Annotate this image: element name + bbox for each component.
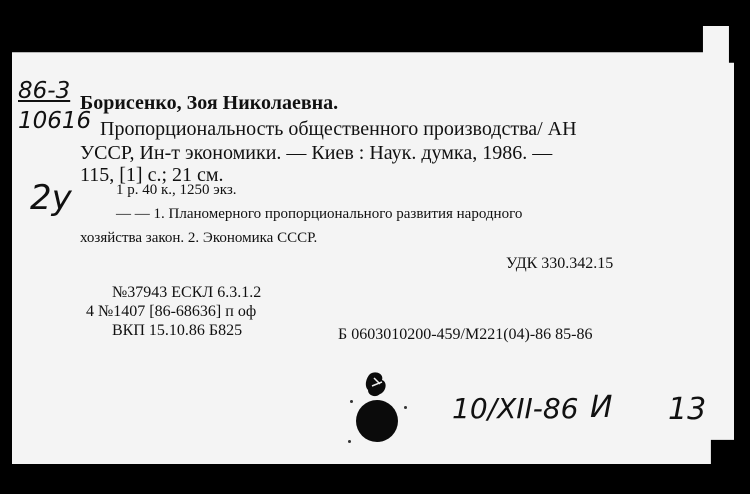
shelf-mark-bottom: 10616 xyxy=(18,108,92,134)
stamp-speck xyxy=(348,440,351,443)
handwritten-initials: И xyxy=(590,390,613,425)
title-line-2: УССР, Ин-т экономики. — Киев : Наук. думка, 1986. — xyxy=(80,142,553,164)
library-stamp xyxy=(356,400,398,442)
udk-code: УДК 330.342.15 xyxy=(506,255,614,272)
subjects-line-2: хозяйства закон. 2. Экономика СССР. xyxy=(80,230,318,246)
bottom-code: Б 0603010200-459/М221(04)-86 85-86 xyxy=(338,326,593,343)
stamp-speck xyxy=(404,406,407,409)
price-line: 1 р. 40 к., 1250 экз. xyxy=(116,182,237,198)
handwritten-date: 10/XII-86 xyxy=(452,392,579,425)
record-line-3: ВКП 15.10.86 Б825 xyxy=(112,322,243,339)
subjects-line-1: — — 1. Планомерного пропорционального развития народного xyxy=(116,206,523,222)
shelf-mark-top: 86-3 xyxy=(18,78,71,104)
stamp-speck xyxy=(350,400,353,403)
side-note: 2у xyxy=(30,178,72,218)
record-line-2: 4 №1407 [86-68636] п оф xyxy=(86,303,257,320)
title-line-3: 115, [1] с.; 21 см. xyxy=(80,164,224,186)
title-line-1: Пропорциональность общественного производства/ АН xyxy=(100,118,577,140)
author-heading: Борисенко, Зоя Николаевна. xyxy=(80,92,339,114)
record-line-1: №37943 ЕСКЛ 6.3.1.2 xyxy=(112,284,262,301)
handwritten-number: 13 xyxy=(668,392,707,427)
